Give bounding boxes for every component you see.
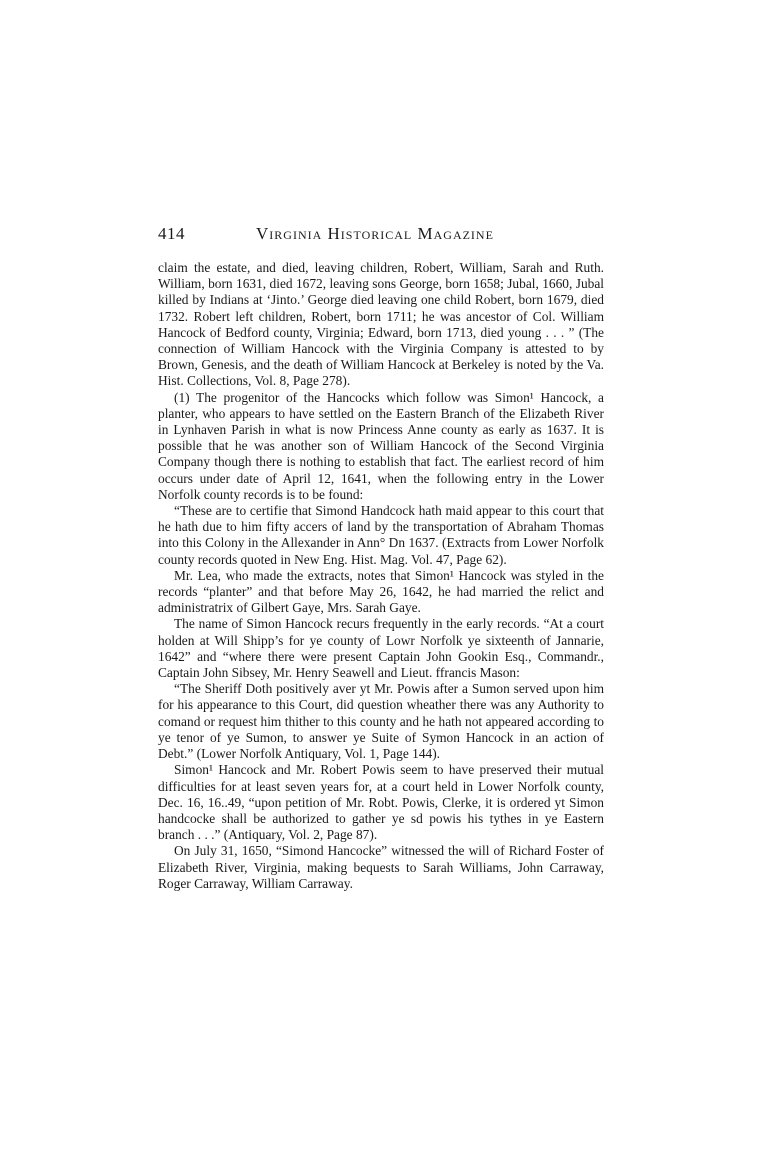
journal-title: Virginia Historical Magazine <box>256 224 494 243</box>
paragraph-continuation: claim the estate, and died, leaving children, Robert, William, Sarah and Ruth. William, born 1631, died 1672, leaving sons George, born 1658; Jubal, 1660, Jubal killed by Indians at ‘Jinto.’ George died leaving one child Robert, born 1679, died 1732. Robert left children, Robert, born 1711; he was ancestor of Col. William Hancock of Bedford county, Virginia; Edward, born 1713, died young . . . ” (The connection of William Hancock with the Virginia Company is attested to by Brown, Genesis, and the death of William Hancock at Berkeley is noted by the Va. Hist. Collections, Vol. 8, Page 278). <box>158 260 604 389</box>
paragraph-early-records: The name of Simon Hancock recurs frequently in the early records. “At a court holden at Will Shipp’s for ye county of Lowr Norfolk ye sixteenth of Jannarie, 1642” and “where there were present Captain John Gookin Esq., Commandr., Captain John Sibsey, Mr. Henry Seawell and Lieut. ffrancis Mason: <box>158 616 604 681</box>
paragraph-progenitor: (1) The progenitor of the Hancocks which follow was Simon¹ Hancock, a planter, who appears to have settled on the Eastern Branch of the Elizabeth River in Lynhaven Parish in what is now Princess Anne county as early as 1637. It is possible that he was another son of William Hancock of the Second Virginia Company though there is nothing to establish that fact. The earliest record of him occurs under date of April 12, 1641, when the following entry in the Lower Norfolk county records is to be found: <box>158 389 604 502</box>
paragraph-lea-notes: Mr. Lea, who made the extracts, notes that Simon¹ Hancock was styled in the records “planter” and that before May 26, 1642, he had married the relict and administratrix of Gilbert Gaye, Mrs. Sarah Gaye. <box>158 567 604 616</box>
paragraph-will-witness: On July 31, 1650, “Simond Hancocke” witnessed the will of Richard Foster of Elizabeth River, Virginia, making bequests to Sarah Williams, John Carraway, Roger Carraway, William Carraway. <box>158 843 604 891</box>
body-text <box>158 260 604 892</box>
paragraph-powis-dispute: Simon¹ Hancock and Mr. Robert Powis seem to have preserved their mutual difficulties for at least seven years for, at a court held in Lower Norfolk county, Dec. 16, 16..49, “upon petition of Mr. Robt. Powis, Clerke, it is ordered yt Simon handcocke shall be authorized to gather ye sd powis his tythes in ye Eastern branch . . .” (Antiquary, Vol. 2, Page 87). <box>158 762 604 843</box>
page-number: 414 <box>158 224 185 243</box>
paragraph-sheriff-quote: “The Sheriff Doth positively aver yt Mr. Powis after a Sumon served upon him for his appearance to this Court, did question wheather there was any Authority to comand or request him thither to this county and he hath not appeared according to ye tenor of ye Sumon, to answer ye Suite of Symon Hancock in an action of Debt.” (Lower Norfolk Antiquary, Vol. 1, Page 144). <box>158 681 604 762</box>
running-head <box>158 224 608 248</box>
paragraph-certificate-quote: “These are to certifie that Simond Handcock hath maid appear to this court that he hath due to him fifty accers of land by the transportation of Abraham Thomas into this Colony in the Allexander in Ann° Dn 1637. (Extracts from Lower Norfolk county records quoted in New Eng. Hist. Mag. Vol. 47, Page 62). <box>158 503 604 567</box>
